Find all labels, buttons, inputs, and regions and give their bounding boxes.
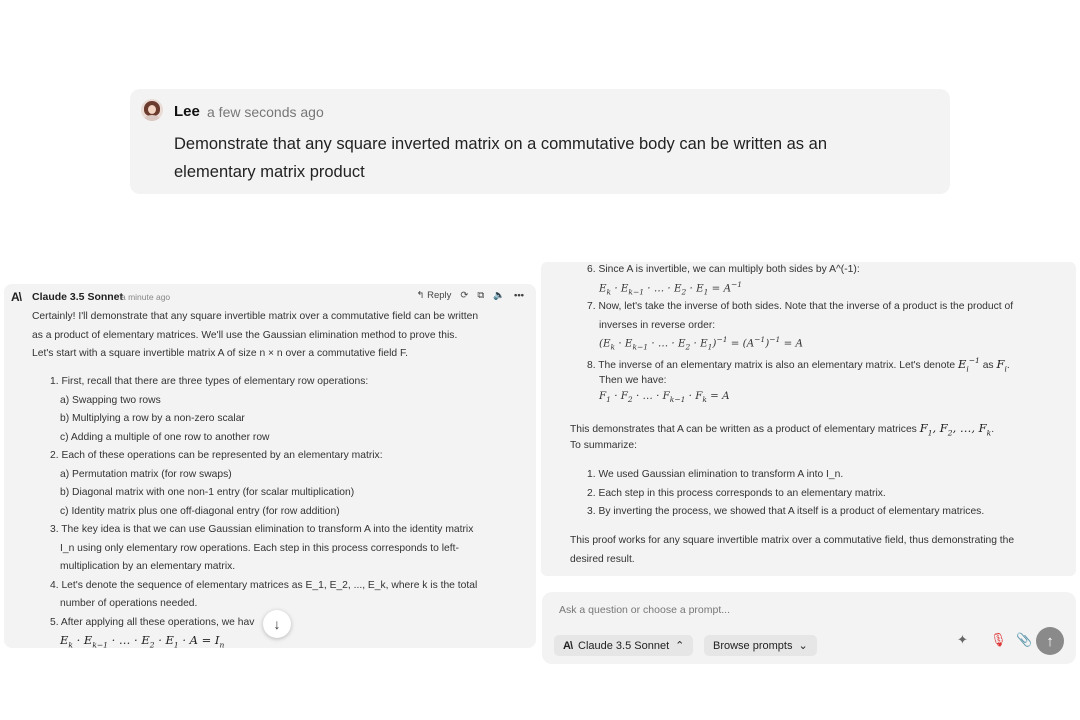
copy-icon[interactable]: ⧉ [477, 290, 485, 301]
microphone-icon[interactable]: 🎙 [990, 632, 1007, 647]
prompt-input[interactable]: Ask a question or choose a prompt... [559, 604, 731, 616]
assistant-response-panel: A\ Claude 3.5 Sonnet a minute ago ↰ Reply ⟳ ⧉ 🔈 ••• Certainly! I'll demonstrate that any square invertible matrix over a commutative field can be written as a product of elementary matrices. We'll use the Gaussian elimination method to prove this. Let's start with a square invertible matrix A of size n × n over a commutative field F. 1. First, recall that there are three types of elementary row operations: a) Swapping two rows b) Multiplying a row by a non-zero scalar c) Adding a multiple of one row to another row 2. Each of these operations can be represented by an elementary matrix: a) Permutation matrix (for row swaps) b) Diagonal matrix with one non-1 entry (for scalar multiplication) c) Identity matrix plus one off-diagonal entry (for row addition) 3. The key idea is that we can use Gaussian elimination to transform A into the identity matrix I_n using only elementary row operations. Each step in this process corresponds to left- multiplication by an elementary matrix. 4. Let's denote the sequence of elementary matrices as E_1, E_2, ..., E_k, where k is the total number of operations needed. 5. After applying all these operations, we hav $E_k \cdot E_{k-1}$ · … · $E_2 \cdot E_1 \cdot A = I_n$ ↓ [4, 284, 536, 648]
user-message-card [130, 89, 950, 194]
chevron-up-icon: ⌃ [675, 640, 685, 652]
user-timestamp: a few seconds ago [207, 104, 324, 120]
regenerate-icon[interactable]: ⟳ [460, 290, 469, 301]
equation-inverse-product: ($E_k \cdot E_{k-1}$ · … · $E_2 \cdot E_1)^{-1} = (A^{-1})^{-1} = A$ [599, 335, 803, 352]
anthropic-logo-icon: A\ [563, 639, 572, 652]
scroll-down-button[interactable] [263, 610, 291, 638]
equation-f-product: $F_1 \cdot F_2$ · … · $F_{k-1} \cdot F_k = A$ [599, 390, 730, 405]
response-header [4, 284, 536, 310]
chevron-down-icon: ⌄ [798, 640, 808, 652]
reply-button[interactable]: ↰ Reply [416, 290, 452, 301]
arrow-down-icon: ↓ [273, 616, 281, 632]
prompt-composer[interactable] [542, 592, 1076, 664]
speaker-icon[interactable]: 🔈 [493, 290, 506, 301]
assistant-response-continued: 6. Since A is invertible, we can multiply both sides by A^(-1): $E_k \cdot E_{k-1}$ · … · $E_2 \cdot E_1 = A^{-1}$ 7. Now, let's take the inverse of both sides. Note that the inverse of a product is the product of inverses in reverse order: ($E_k \cdot E_{k-1}$ · … · $E_2 \cdot E_1)^{-1} = (A^{-1})^{-1} = A$ 8. The inverse of an elementary matrix is also an elementary matrix. Let's denote $E_i^{-1}$ as $F_i$. Then we have: $F_1 \cdot F_2$ · … · $F_{k-1} \cdot F_k = A$ This demonstrates that A can be written as a product of elementary matrices $F_1$, $F_2$, …, $F_k$. To summarize: 1. We used Gaussian elimination to transform A into I_n. 2. Each step in this process corresponds to an elementary matrix. 3. By inverting the process, we showed that A itself is a product of elementary matrices. This proof works for any square invertible matrix over a commutative field, thus demonstrating the desired result. [541, 262, 1076, 576]
more-icon[interactable]: ••• [514, 290, 524, 301]
model-name: Claude 3.5 Sonnet [32, 291, 124, 303]
magic-wand-icon[interactable]: ✦ [957, 632, 968, 647]
user-avatar [141, 99, 163, 121]
user-name: Lee [174, 103, 200, 120]
response-timestamp: a minute ago [121, 292, 171, 302]
arrow-up-icon: ↑ [1046, 632, 1054, 650]
user-message-text: Demonstrate that any square inverted matrix on a commutative body can be written as an elementary matrix product [174, 135, 827, 181]
browse-prompts-button[interactable]: Browse prompts ⌄ [704, 635, 817, 656]
equation-inverse-a: $E_k \cdot E_{k-1}$ · … · $E_2 \cdot E_1 = A^{-1}$ [599, 280, 743, 297]
model-selector[interactable]: A\ Claude 3.5 Sonnet ⌃ [554, 635, 693, 656]
paperclip-icon[interactable]: 📎 [1016, 632, 1033, 647]
response-toolbar [417, 290, 525, 301]
equation-ek-product: $E_k \cdot E_{k-1}$ · … · $E_2 \cdot E_1 \cdot A = I_n$ [60, 633, 225, 648]
send-button[interactable] [1036, 627, 1064, 655]
anthropic-logo-icon: A\ [11, 290, 21, 304]
